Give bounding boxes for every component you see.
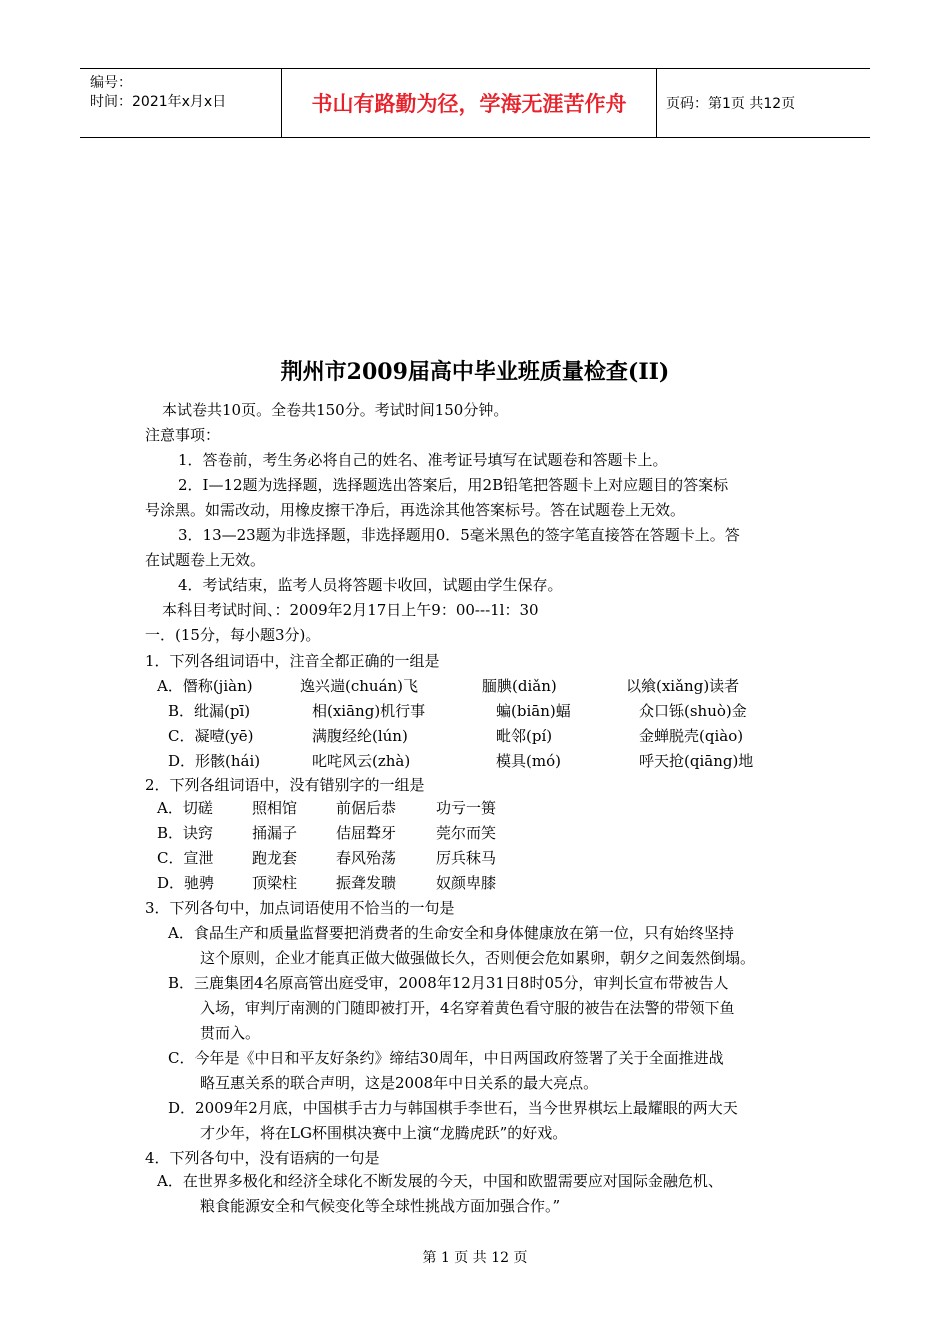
q4-option-a: A．在世界多极化和经济全球化不断发展的今天，中国和欧盟需要应对国际金融危机、	[157, 1172, 723, 1190]
q2-option-b-2: 捅漏子	[252, 824, 298, 842]
question-3-stem: 3．下列各句中，加点词语使用不恰当的一句是	[145, 899, 455, 917]
question-4-stem: 4．下列各句中，没有语病的一句是	[145, 1149, 380, 1167]
q2-option-a-2: 照相馆	[252, 799, 298, 817]
divider	[656, 69, 657, 137]
document-header	[80, 68, 870, 138]
q2-option-d-3: 振聋发聩	[336, 874, 397, 892]
notes-label: 注意事项：	[145, 426, 221, 444]
exam-time: 本科目考试时间、：2009年2月17日上午9：00---1l：30	[162, 601, 539, 619]
q2-option-c-1: C．宣泄	[157, 849, 214, 867]
time-label: 时间：2021年x月x日	[90, 94, 227, 110]
q1-option-d-3: 模具(mó)	[496, 752, 561, 770]
q2-option-a-4: 功亏一篑	[436, 799, 497, 817]
note-4: 4．考试结束，监考人员将答题卡收回，试题由学生保存。	[178, 576, 563, 594]
q1-option-c-3: 毗邻(pí)	[496, 727, 553, 745]
q3-option-c: C．今年是《中日和平友好条约》缔结30周年，中日两国政府签署了关于全面推进战	[168, 1049, 724, 1067]
q1-option-a-3: 腼腆(diǎn)	[482, 677, 557, 695]
q1-option-d-1: D．形骸(hái)	[168, 752, 261, 770]
note-3: 3．13—23题为非选择题，非选择题用0．5毫米黑色的签字笔直接答在答题卡上。答	[178, 526, 740, 544]
q2-option-b-3: 佶屈聱牙	[336, 824, 397, 842]
motto: 书山有路勤为径，学海无涯苦作舟	[311, 92, 627, 116]
q2-option-c-2: 跑龙套	[252, 849, 298, 867]
q1-option-d-4: 呼天抢(qiāng)地	[639, 752, 754, 770]
header-meta	[80, 69, 280, 137]
q2-option-a-1: A．切磋	[157, 799, 213, 817]
page-title: 荆州市2009届高中毕业班质量检查(II)	[280, 359, 670, 385]
note-2: 2．I—12题为选择题，选择题选出答案后，用2B铅笔把答题卡上对应题目的答案标	[178, 476, 729, 494]
q3-option-c-cont: 略互惠关系的联合声明，这是2008年中日关系的最大亮点。	[200, 1074, 599, 1092]
note-1: 1．答卷前，考生务必将自己的姓名、准考证号填写在试题卷和答题卡上。	[178, 451, 668, 469]
q1-option-a-1: A．僭称(jiàn)	[157, 677, 253, 695]
q4-option-a-cont: 粮食能源安全和气候变化等全球性挑战方面加强合作。”	[200, 1197, 561, 1215]
q2-option-b-1: B．诀窍	[157, 824, 214, 842]
q1-option-b-4: 众口铄(shuò)金	[639, 702, 747, 720]
q3-option-d-cont: 才少年，将在LG杯围棋决赛中上演“龙腾虎跃”的好戏。	[200, 1124, 568, 1142]
q1-option-c-1: C．凝噎(yē)	[168, 727, 254, 745]
question-2-stem: 2．下列各组词语中，没有错别字的一组是	[145, 776, 425, 794]
q3-option-a-cont: 这个原则，企业才能真正做大做强做长久，否则便会危如累卵，朝夕之间轰然倒塌。	[200, 949, 756, 967]
q1-option-b-1: B．纰漏(pī)	[168, 702, 251, 720]
q2-option-d-2: 顶梁柱	[252, 874, 298, 892]
q3-option-b-cont: 贯而入。	[200, 1024, 261, 1042]
q1-option-b-3: 蝙(biān)蝠	[496, 702, 571, 720]
q2-option-d-4: 奴颜卑膝	[436, 874, 497, 892]
intro-line: 本试卷共10页。全卷共150分。考试时间150分钟。	[162, 401, 509, 419]
q1-option-b-2: 相(xiāng)机行事	[312, 702, 426, 720]
q1-option-d-2: 叱咤风云(zhà)	[312, 752, 411, 770]
q3-option-a: A．食品生产和质量监督要把消费者的生命安全和身体健康放在第一位，只有始终坚持	[168, 924, 734, 942]
q2-option-c-3: 春风殆荡	[336, 849, 397, 867]
q1-option-a-2: 逸兴遄(chuán)飞	[300, 677, 419, 695]
q1-option-a-4: 以飨(xiǎng)读者	[626, 677, 740, 695]
q2-option-d-1: D．驰骋	[157, 874, 215, 892]
section-heading: 一．(15分，每小题3分)。	[145, 626, 321, 644]
q3-option-b-cont: 入场，审判厅南测的门随即被打开，4名穿着黄色看守服的被告在法警的带领下鱼	[200, 999, 735, 1017]
q3-option-b: B．三鹿集团4名原高管出庭受审，2008年12月31日8时05分，审判长宣布带被告人	[168, 974, 729, 992]
q1-option-c-4: 金蝉脱壳(qiào)	[639, 727, 744, 745]
q2-option-c-4: 厉兵秣马	[436, 849, 497, 867]
page-footer: 第 1 页 共 12 页	[422, 1250, 528, 1266]
q2-option-a-3: 前倨后恭	[336, 799, 397, 817]
page-label: 页码：第1页 共12页	[666, 96, 796, 112]
number-label: 编号：	[90, 75, 132, 91]
q2-option-b-4: 莞尔而笑	[436, 824, 497, 842]
q1-option-c-2: 满腹经纶(lún)	[312, 727, 408, 745]
question-1-stem: 1．下列各组词语中，注音全都正确的一组是	[145, 652, 440, 670]
note-2-cont: 号涂黑。如需改动，用橡皮擦干净后，再选涂其他答案标号。答在试题卷上无效。	[145, 501, 686, 519]
q3-option-d: D．2009年2月底，中国棋手古力与韩国棋手李世石，当今世界棋坛上最耀眼的两大天	[168, 1099, 738, 1117]
note-3-cont: 在试题卷上无效。	[145, 551, 266, 569]
